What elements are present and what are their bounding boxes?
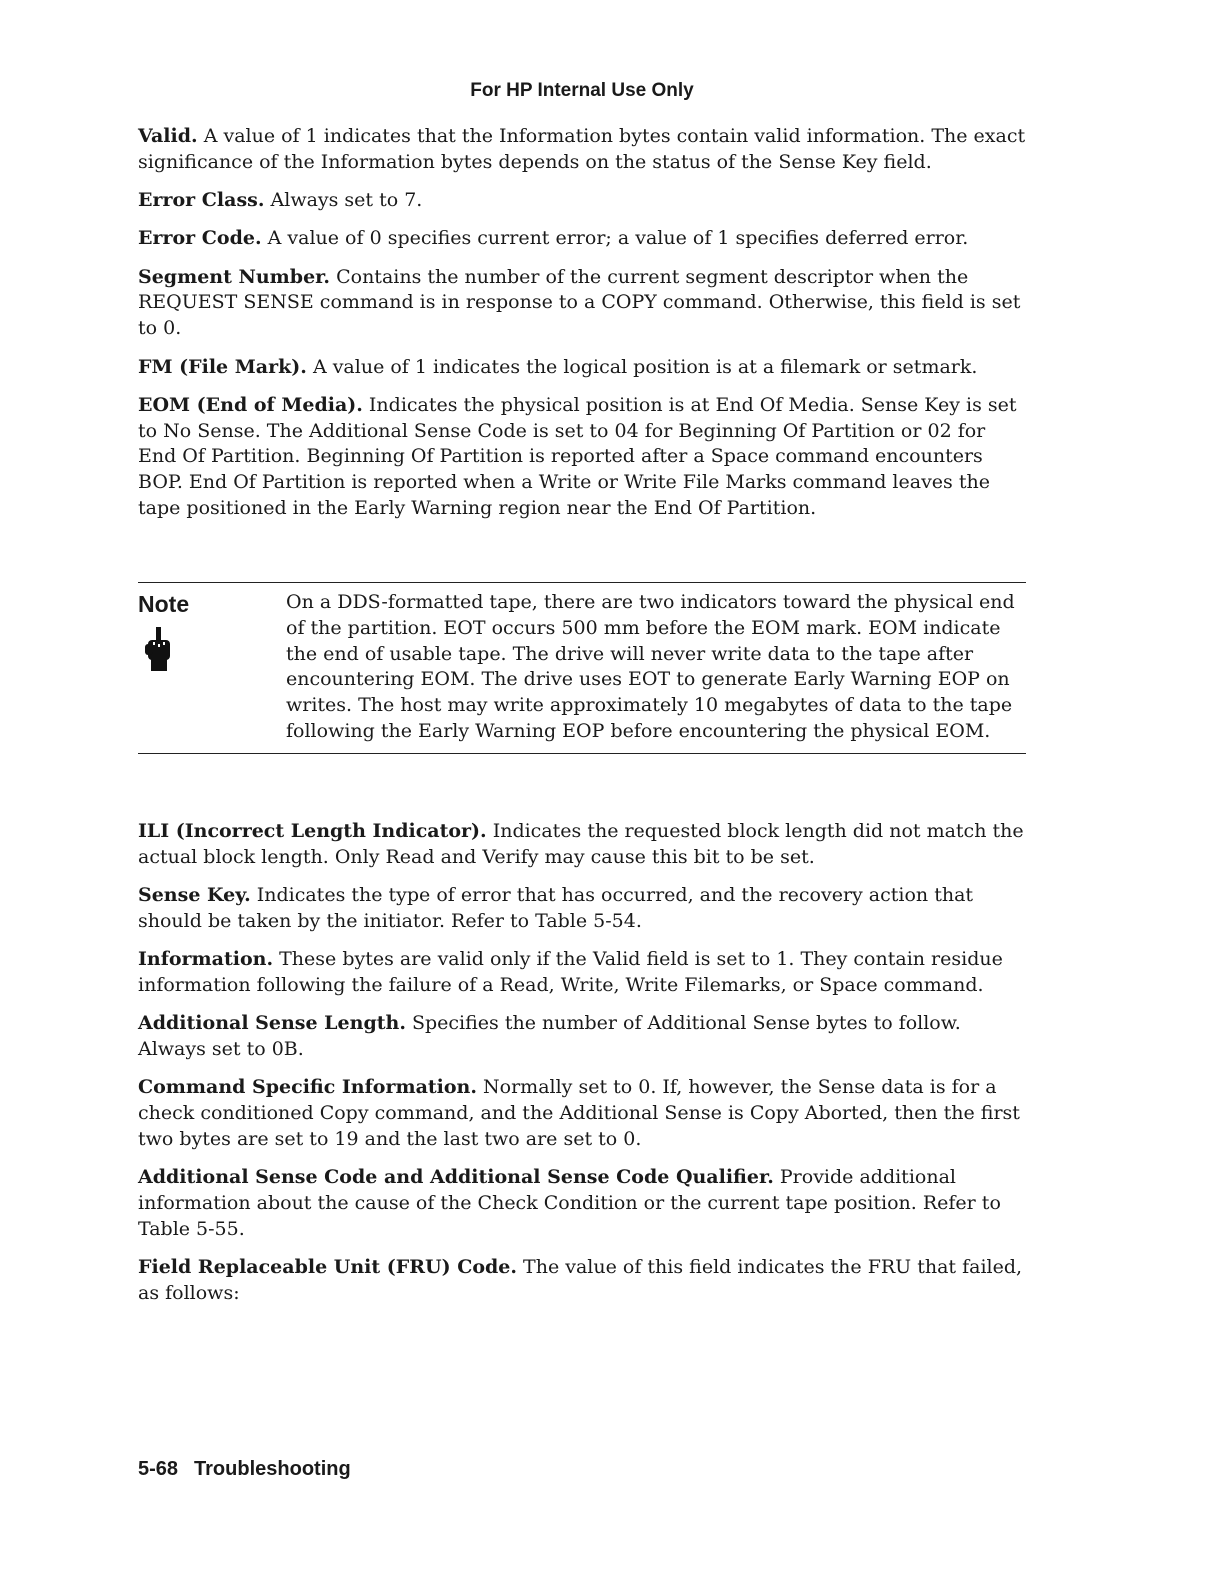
field-description bbox=[138, 226, 1028, 252]
field-text: The value of this field indicates the FRU that failed, as follows: bbox=[138, 1256, 1023, 1304]
field-text: Specifies the number of Additional Sense bytes to follow. Always set to 0B. bbox=[138, 1012, 961, 1061]
field-term: FM (File Mark). bbox=[138, 355, 307, 378]
field-term: Sense Key. bbox=[138, 884, 251, 907]
field-term: Error Code. bbox=[138, 227, 262, 250]
field-description bbox=[138, 355, 1028, 381]
field-term: Information. bbox=[138, 948, 274, 971]
field-text: Contains the number of the current segment descriptor when the REQUEST SENSE command is in response to a COPY command. Otherwise, this field is set to 0. bbox=[138, 265, 1021, 340]
field-text: Normally set to 0. If, however, the Sense data is for a check conditioned Copy command, and the Additional Sense is Copy Aborted, then the first two bytes are set to 19 and the last two are set to 0. bbox=[138, 1076, 1020, 1150]
field-descriptions-lower bbox=[138, 819, 1028, 1319]
field-description bbox=[138, 393, 1028, 522]
page-header: For HP Internal Use Only bbox=[470, 80, 694, 101]
field-description bbox=[138, 1011, 1028, 1063]
field-term: Segment Number. bbox=[138, 265, 331, 288]
page-number: 5-68 bbox=[138, 1458, 179, 1480]
field-text: Indicates the requested block length did not match the actual block length. Only Read and Verify may cause this bit to be set. bbox=[138, 820, 1024, 868]
pointing-hand-icon bbox=[142, 627, 176, 675]
field-description bbox=[138, 947, 1028, 999]
field-description bbox=[138, 265, 1028, 342]
field-term: Additional Sense Code and Additional Sense Code Qualifier. bbox=[138, 1166, 774, 1189]
field-term: Additional Sense Length. bbox=[138, 1012, 406, 1035]
field-text: Always set to 7. bbox=[270, 189, 423, 212]
field-description bbox=[138, 1075, 1028, 1152]
field-text: Provide additional information about the cause of the Check Condition or the current tape position. Refer to Table 5-55. bbox=[138, 1166, 1001, 1240]
field-text: A value of 1 indicates that the Information bytes contain valid information. The exact significance of the Information bytes depends on the status of the Sense Key field. bbox=[138, 125, 1026, 173]
field-text: These bytes are valid only if the Valid field is set to 1. They contain residue information following the failure of a Read, Write, Write Filemarks, or Space command. bbox=[138, 948, 1003, 996]
field-term: Valid. bbox=[138, 125, 198, 147]
field-text: Indicates the physical position is at End Of Media. Sense Key is set to No Sense. The Additional Sense Code is set to 04 for Beginning Of Partition or 02 for End Of Partition. Beginning Of Partition is reported after a Space command encounters BOP. End Of Partition is reported when a Write or Write File Marks command leaves the tape positioned in the Early Warning region near the End Of Partition. bbox=[138, 393, 1017, 520]
field-descriptions-upper bbox=[138, 124, 1028, 534]
field-text: Indicates the type of error that has occurred, and the recovery action that should be taken by the initiator. Refer to Table 5-54. bbox=[138, 884, 974, 932]
section-title: Troubleshooting bbox=[194, 1458, 351, 1480]
note-text: On a DDS-formatted tape, there are two indicators toward the physical end of the partition. EOT occurs 500 mm before the EOM mark. EOM indicate the end of usable tape. The drive will never write data to the tape after encountering EOM. The drive uses EOT to generate Early Warning EOP on writes. The host may write approximately 10 megabytes of data to the tape following the Early Warning EOP before encountering the physical EOM. bbox=[286, 591, 1015, 742]
field-description bbox=[138, 124, 1028, 176]
field-description bbox=[138, 188, 1028, 214]
field-text: A value of 0 specifies current error; a value of 1 specifies deferred error. bbox=[267, 227, 969, 250]
field-term: Error Class. bbox=[138, 189, 265, 212]
note-box bbox=[138, 582, 1026, 754]
field-term: Command Specific Information. bbox=[138, 1076, 477, 1099]
field-term: EOM (End of Media). bbox=[138, 393, 363, 416]
page-footer bbox=[138, 1458, 351, 1481]
field-description bbox=[138, 883, 1028, 935]
field-term: ILI (Incorrect Length Indicator). bbox=[138, 820, 487, 842]
field-description bbox=[138, 1165, 1028, 1242]
field-description bbox=[138, 819, 1028, 871]
field-text: A value of 1 indicates the logical position is at a filemark or setmark. bbox=[312, 355, 978, 378]
note-label: Note bbox=[138, 591, 190, 617]
field-description bbox=[138, 1255, 1028, 1307]
field-term: Field Replaceable Unit (FRU) Code. bbox=[138, 1256, 517, 1279]
